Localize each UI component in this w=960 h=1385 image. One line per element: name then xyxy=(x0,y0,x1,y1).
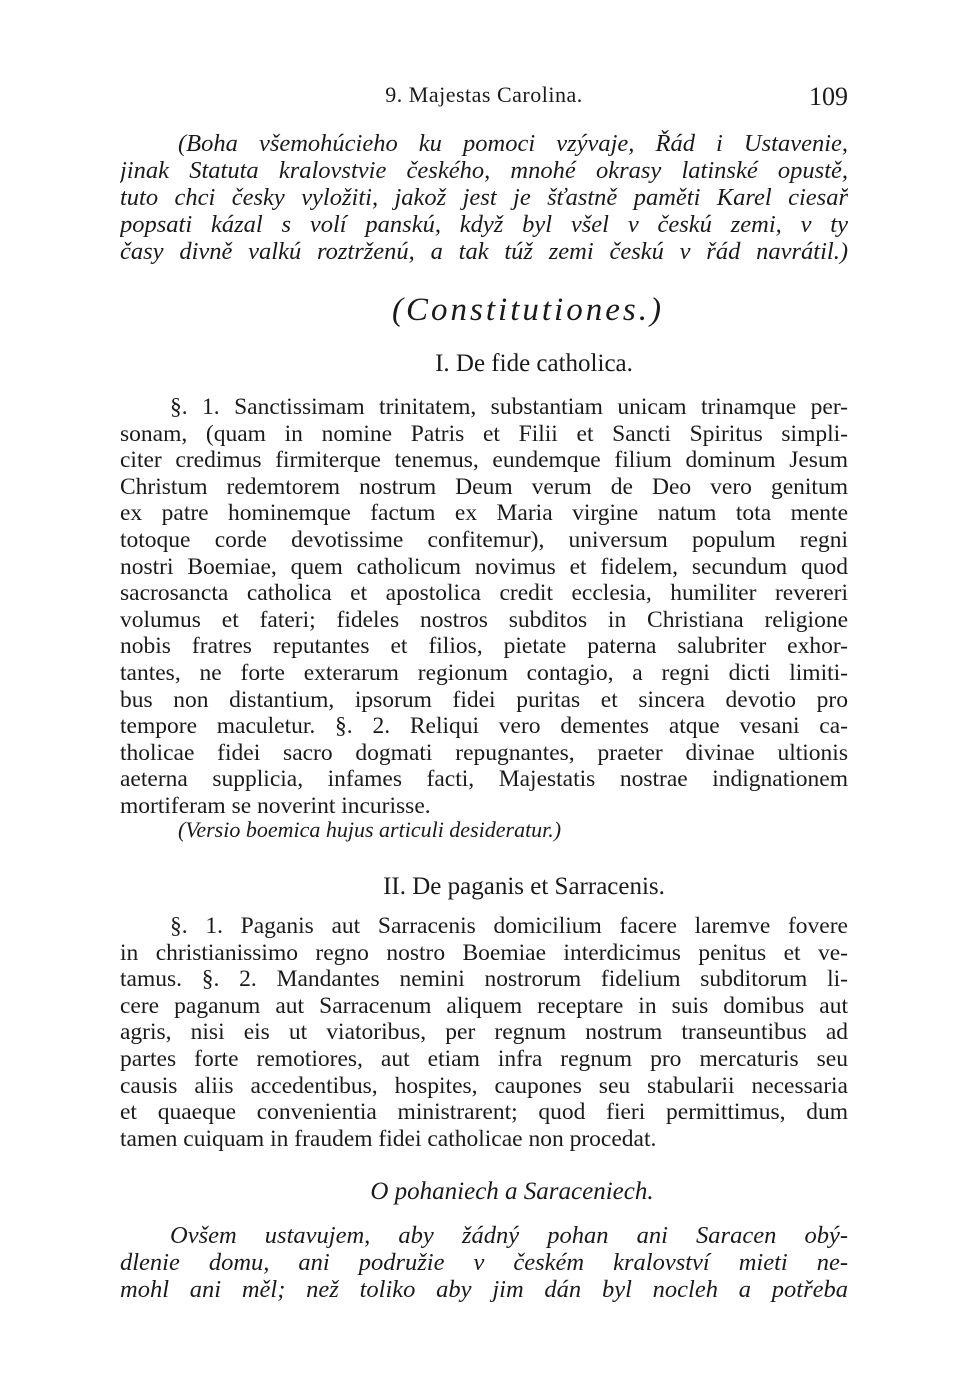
intro-line: popsati kázal s volí panskú, když byl všel v českú zemi, v ty xyxy=(120,211,848,238)
text-line: citer credimus firmiterque tenemus, eundemque filium dominum Jesum xyxy=(120,447,848,474)
page-number: 109 xyxy=(809,82,848,111)
text-line: aeterna supplicia, infames facti, Majestatis nostrae indignationem xyxy=(120,766,848,793)
text-line: cere paganum aut Sarracenum aliquem receptare in suis domibus aut xyxy=(120,992,848,1019)
translation-note: (Versio boemica hujus articuli desideratur.) xyxy=(178,817,562,842)
section-de-paganis xyxy=(120,913,848,1152)
chapter-heading-1: I. De fide catholica. xyxy=(435,350,633,377)
text-line: nobis fratres reputantes et filios, pietate paterna salubriter exhor- xyxy=(120,633,848,660)
intro-line: časy divně valkú roztrženú, a tak túž zemi českú v řád navrátil.) xyxy=(120,238,848,265)
text-line: partes forte remotiores, aut etiam infra regnum pro mercaturis seu xyxy=(120,1045,848,1072)
text-line: mortiferam se noverint incurisse. xyxy=(120,792,431,819)
text-line: sonam, (quam in nomine Patris et Filii et Sancti Spiritus simpli- xyxy=(120,420,848,447)
running-head xyxy=(120,82,848,116)
intro-line: jinak Statuta kralovstvie českého, mnohé okrasy latinské opustě, xyxy=(120,157,848,184)
text-line: tholicae fidei sacro dogmati repugnantes, praeter divinae ultionis xyxy=(120,739,848,766)
section-de-fide-catholica xyxy=(120,394,848,820)
czech-introduction xyxy=(120,130,848,265)
text-line: tantes, ne forte exterarum regionum contagio, a regni dicti limiti- xyxy=(120,659,848,686)
text-line: tamen cuiquam in fraudem fidei catholicae non procedat. xyxy=(120,1125,657,1152)
text-line: ex patre hominemque factum ex Maria virgine natum tota mente xyxy=(120,500,848,527)
text-line: Christum redemtorem nostrum Deum verum de Deo vero genitum xyxy=(120,473,848,500)
text-line: in christianissimo regno nostro Boemiae interdicimus penitus et ve- xyxy=(120,939,848,966)
constitutiones-heading: (Constitutiones.) xyxy=(392,292,664,328)
text-line: mohl ani měl; než toliko aby jim dán byl nocleh a potřeba xyxy=(120,1276,848,1303)
text-line: et quaeque convenientia ministrarent; quod fieri permittimus, dum xyxy=(120,1099,848,1126)
text-line: causis aliis accedentibus, hospites, caupones seu stabularii necessaria xyxy=(120,1072,848,1099)
text-line: sacrosancta catholica et apostolica credit ecclesia, humiliter revereri xyxy=(120,580,848,607)
running-title: 9. Majestas Carolina. xyxy=(385,82,583,107)
text-line: tamus. §. 2. Mandantes nemini nostrorum fidelium subditorum li- xyxy=(120,966,848,993)
text-line: volumus et fateri; fideles nostros subditos in Christiana religione xyxy=(120,606,848,633)
intro-line: (Boha všemohúcieho ku pomoci vzývaje, Řád i Ustavenie, xyxy=(178,130,848,157)
text-line: nostri Boemiae, quem catholicum novimus et fidelem, secundum quod xyxy=(120,553,848,580)
text-line: Ovšem ustavujem, aby žádný pohan ani Saracen obý- xyxy=(170,1222,848,1249)
text-line: §. 1. Sanctissimam trinitatem, substantiam unicam trinamque per- xyxy=(170,394,848,420)
text-line: totoque corde devotissime confitemur), universum populum regni xyxy=(120,526,848,553)
text-line: tempore maculetur. §. 2. Reliqui vero dementes atque vesani ca- xyxy=(120,713,848,740)
chapter-heading-2: II. De paganis et Sarracenis. xyxy=(383,873,665,900)
section-o-pohaniech xyxy=(120,1222,848,1303)
text-line: §. 1. Paganis aut Sarracenis domicilium facere laremve fovere xyxy=(170,913,848,939)
text-line: agris, nisi eis ut viatoribus, per regnum nostrum transeuntibus ad xyxy=(120,1019,848,1046)
text-line: bus non distantium, ipsorum fidei puritas et sincera devotio pro xyxy=(120,686,848,713)
text-line: dlenie domu, ani podružie v českém kralovství mieti ne- xyxy=(120,1249,848,1276)
czech-heading: O pohaniech a Saraceniech. xyxy=(370,1178,654,1205)
intro-line: tuto chci česky vyložiti, jakož jest je šťastně paměti Karel ciesař xyxy=(120,184,848,211)
